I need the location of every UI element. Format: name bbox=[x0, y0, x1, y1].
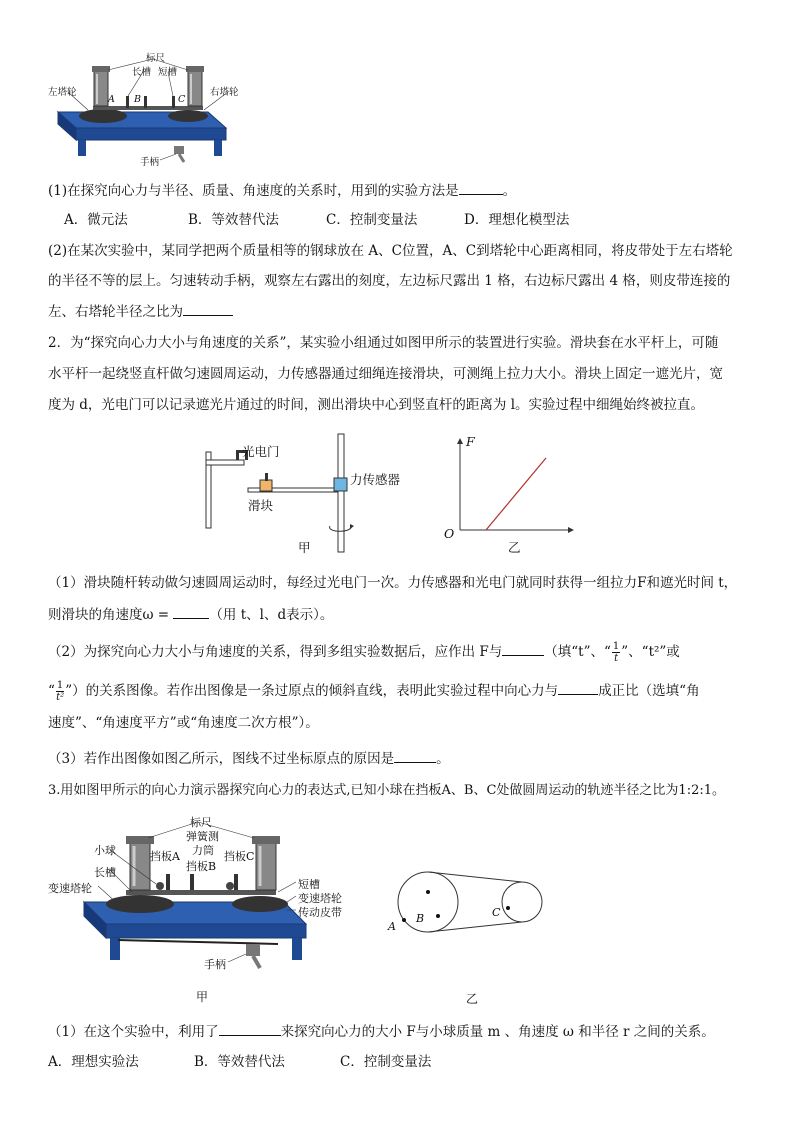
q2-part2-line1: （2）为探究向心力大小与角速度的关系，得到多组实验数据后，应作出 F与 （填“t”、“ $\frac{1}{t}$ ”、“t²”或 bbox=[48, 641, 680, 664]
figure-q2-jia bbox=[200, 430, 420, 558]
q2-part2-line3: 速度”、“角速度平方”或“角速度二次方根”）。 bbox=[48, 715, 319, 731]
q2-part3-blank bbox=[394, 748, 436, 763]
label-q3-handle: 手柄 bbox=[204, 958, 226, 971]
q2-intro-line2: 水平杆一起绕竖直杆做匀速圆周运动，力传感器通过细绳连接滑块，可测绳上拉力大小。滑块上固定一遮光片，宽 bbox=[48, 366, 723, 382]
q1-options bbox=[64, 210, 774, 230]
label-photogate: 光电门 bbox=[242, 444, 280, 459]
caption-q2-jia: 甲 bbox=[298, 540, 311, 555]
label-q3-ruler: 标尺 bbox=[190, 816, 212, 829]
label-q3-baffle-c: 挡板C bbox=[224, 850, 255, 863]
fraction-one-over-t: $\frac{1}{t}$ bbox=[612, 641, 620, 664]
q2-part2-blank2 bbox=[558, 680, 598, 695]
label-right-wheel: 右塔轮 bbox=[210, 87, 239, 98]
q3-part1-blank bbox=[219, 1021, 281, 1036]
label-force-sensor: 力传感器 bbox=[350, 472, 401, 487]
q2-part1-line2: 则滑块的角速度ω = （用 t、l、d表示）。 bbox=[48, 604, 758, 625]
caption-q2-yi: 乙 bbox=[508, 540, 521, 555]
q3-option-b: B．等效替代法 bbox=[194, 1054, 285, 1070]
q1-part2-line3: 左、右塔轮半径之比为 bbox=[48, 301, 758, 322]
figure-q3-yi bbox=[384, 856, 564, 1006]
label-q3-point-c: C bbox=[492, 906, 501, 919]
q2-part1-line1: （1）滑块随杆转动做匀速圆周运动时，每经过光电门一次。力传感器和光电门就同时获得一组拉力F和遮光时间 t， bbox=[48, 575, 738, 591]
figure-q3-jia bbox=[48, 812, 368, 1012]
label-short-slot: 短槽 bbox=[158, 67, 178, 78]
q3-yi-pulleys bbox=[384, 856, 564, 956]
q1-option-b: B．等效替代法 bbox=[188, 212, 279, 228]
label-q3-spring-tube-1: 弹簧测 bbox=[186, 830, 219, 843]
caption-q3-yi: 乙 bbox=[466, 992, 479, 1006]
label-q3-ball: 小球 bbox=[94, 844, 116, 857]
figure-apparatus-1 bbox=[48, 50, 248, 180]
q3-option-a: A．理想实验法 bbox=[48, 1054, 139, 1070]
label-left-wheel: 左塔轮 bbox=[48, 87, 77, 98]
caption-q3-jia: 甲 bbox=[196, 990, 209, 1004]
q3-part1: （1）在这个实验中，利用了 来探究向心力的大小 F与小球质量 m 、角速度 ω 和半径 r 之间的关系。 bbox=[48, 1021, 758, 1042]
label-b: B bbox=[134, 94, 141, 105]
q1-part1: (1)在探究向心力与半径、质量、角速度的关系时，用到的实验方法是 。 bbox=[48, 180, 758, 201]
label-a: A bbox=[108, 94, 115, 105]
label-y-axis-f: F bbox=[466, 434, 475, 449]
label-long-slot: 长槽 bbox=[132, 67, 152, 78]
label-q3-wheel-right: 变速塔轮 bbox=[298, 892, 342, 905]
q1-option-d: D．理想化模型法 bbox=[464, 212, 570, 228]
q1-part1-blank bbox=[459, 180, 503, 195]
q2-intro-line3: 度为 d，光电门可以记录遮光片通过的时间，测出滑块中心到竖直杆的距离为 l。实验过程中细绳始终被拉直。 bbox=[48, 397, 705, 413]
label-q3-long-slot: 长槽 bbox=[94, 866, 116, 879]
label-origin: O bbox=[444, 526, 455, 541]
q2-part3: （3）若作出图像如图乙所示，图线不过坐标原点的原因是 。 bbox=[48, 748, 758, 769]
label-handle: 手柄 bbox=[140, 157, 160, 168]
q2-part1-blank bbox=[173, 604, 209, 619]
fraction-one-over-t-squared: $\frac{1}{\text{t²}}$ bbox=[56, 680, 65, 703]
label-slider: 滑块 bbox=[248, 498, 274, 513]
q3-option-c: C．控制变量法 bbox=[340, 1054, 432, 1070]
q1-part2-blank bbox=[183, 301, 233, 316]
label-q3-baffle-b: 挡板B bbox=[186, 860, 217, 873]
label-q3-belt: 传动皮带 bbox=[298, 906, 342, 919]
q1-part2-line2: 的半径不等的层上。匀速转动手柄，观察左右露出的刻度，左边标尺露出 1 格，右边标尺露出 4 格，则皮带连接的 bbox=[48, 273, 731, 289]
q3-intro: 3.用如图甲所示的向心力演示器探究向心力的表达式,已知小球在挡板A、B、C处做圆周运动的轨迹半径之比为1:2:1。 bbox=[48, 783, 725, 798]
label-q3-point-a: A bbox=[388, 920, 396, 933]
label-ruler: 标尺 bbox=[146, 53, 166, 64]
q3-options bbox=[48, 1052, 758, 1072]
q2-part2-line2: “ $\frac{1}{\text{t²}}$ ”）的关系图像。若作出图像是一条过原点的倾斜直线，表明此实验过程中向心力与 成正比（选填“角 bbox=[48, 680, 700, 703]
label-q3-baffle-a: 挡板A bbox=[150, 850, 180, 863]
q2-yi-line bbox=[486, 458, 546, 530]
label-q3-wheel-left: 变速塔轮 bbox=[48, 882, 92, 895]
q1-option-c: C．控制变量法 bbox=[326, 212, 418, 228]
q1-part2-line1: (2)在某次实验中，某同学把两个质量相等的钢球放在 A、C位置，A、C到塔轮中心距离相同，将皮带处于左右塔轮 bbox=[48, 243, 733, 259]
q2-intro-line1: 2．为“探究向心力大小与角速度的关系”，某实验小组通过如图甲所示的装置进行实验。滑块套在水平杆上，可随 bbox=[48, 335, 719, 351]
label-c: C bbox=[178, 94, 186, 105]
label-q3-point-b: B bbox=[416, 912, 425, 925]
figure-q2-yi bbox=[440, 430, 580, 558]
label-q3-short-slot: 短槽 bbox=[298, 878, 320, 891]
q1-option-a: A．微元法 bbox=[64, 212, 128, 228]
label-q3-spring-tube-2: 力筒 bbox=[192, 844, 214, 857]
q2-part2-blank1 bbox=[502, 641, 544, 656]
